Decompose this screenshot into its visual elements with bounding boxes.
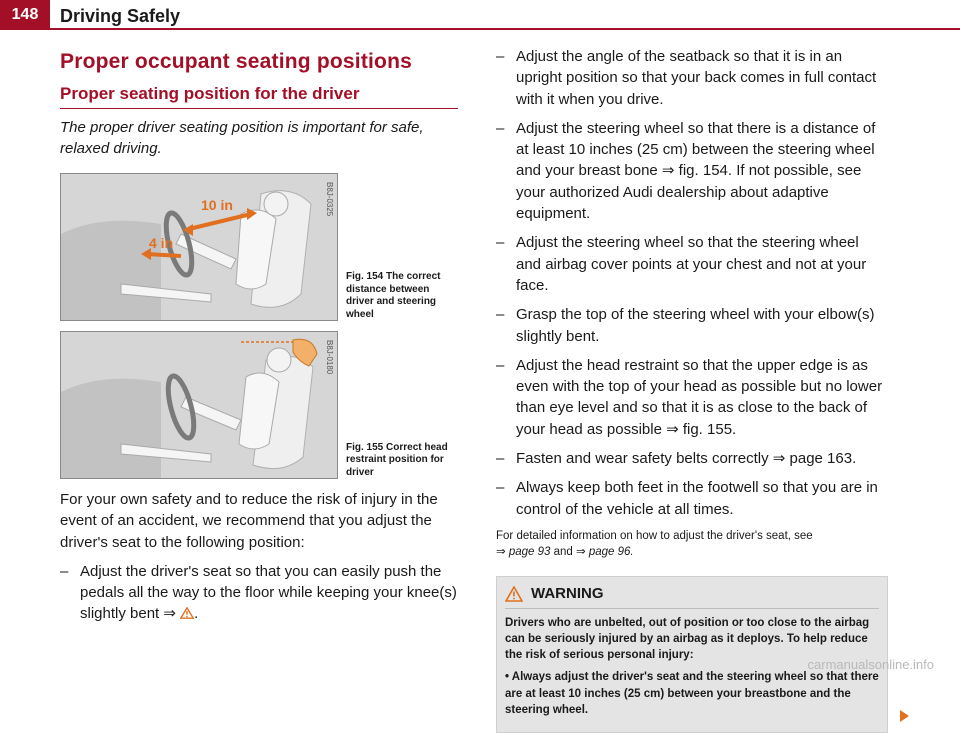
figure-154-caption: Fig. 154 The correct distance between driver and steering wheel	[346, 271, 441, 320]
warning-box	[496, 576, 888, 733]
list-item: – Adjust the steering wheel so that there is a distance of at least 10 inches (25 cm) between the steering wheel and your breast bone ⇒ fig. 154. If not possible, see your authorized Audi dealership about adaptive equipment.	[496, 118, 886, 224]
list-item: – Fasten and wear safety belts correctly ⇒ page 163.	[496, 448, 886, 469]
right-column	[496, 46, 886, 733]
figure-154-image	[60, 173, 338, 321]
subsection-title: Proper seating position for the driver	[60, 84, 458, 109]
left-column	[60, 50, 458, 633]
list-item: – Grasp the top of the steering wheel with your elbow(s) slightly bent.	[496, 304, 886, 347]
figure-154-code: B8J-0325	[325, 182, 334, 217]
list-item: – Adjust the driver's seat so that you can easily push the pedals all the way to the floor while keeping your knee(s) slightly bent ⇒ .	[60, 561, 458, 625]
label-4in: 4 in	[149, 235, 174, 251]
figure-155-caption: Fig. 155 Correct head restraint position for driver	[346, 441, 448, 478]
head-restraint-illustration	[61, 332, 337, 478]
figure-155-code: B8J-0180	[325, 340, 334, 375]
left-paragraph: For your own safety and to reduce the risk of injury in the event of an accident, we recommend that you adjust the driver's seat to the following position:	[60, 491, 438, 551]
continue-arrow-icon	[900, 710, 909, 722]
page-number-badge: 148	[0, 0, 50, 30]
warning-triangle-icon	[505, 586, 523, 602]
seat-adjust-note: For detailed information on how to adjust the driver's seat, see ⇒ page 93 and ⇒ page 96.	[496, 529, 813, 559]
intro-text: The proper driver seating position is important for safe, relaxed driving.	[60, 119, 424, 157]
list-item: – Adjust the angle of the seatback so that it is in an upright position so that your back comes in full contact with it when you drive.	[496, 46, 886, 110]
header-rule	[50, 28, 960, 30]
list-item: – Always keep both feet in the footwell so that you are in control of the vehicle at all times.	[496, 477, 886, 520]
right-list	[496, 46, 886, 520]
watermark: carmanualsonline.info	[807, 657, 934, 672]
page-ref-96[interactable]: ⇒ page 96.	[576, 546, 634, 559]
driver-distance-illustration	[61, 174, 337, 320]
list-item: – Adjust the head restraint so that the upper edge is as even with the top of your head as possible but no lower than eye level and so that it is as close to the back of your head as possible ⇒ fig. 155.	[496, 355, 886, 440]
warning-triangle-icon	[180, 607, 194, 619]
page-ref-93[interactable]: ⇒ page 93	[496, 546, 551, 559]
figure-154	[60, 173, 458, 321]
figure-155	[60, 331, 458, 479]
warning-label: WARNING	[531, 585, 604, 603]
label-10in: 10 in	[201, 197, 233, 213]
warning-paragraph: Drivers who are unbelted, out of position or too close to the airbag can be seriously injured by an airbag as it deploys. To help reduce the risk of serious personal injury:	[505, 617, 870, 662]
list-item: – Adjust the steering wheel so that the steering wheel and airbag cover points at your chest and not at your face.	[496, 232, 886, 296]
section-title: Proper occupant seating positions	[60, 50, 412, 73]
warning-bullet: • Always adjust the driver's seat and the steering wheel so that there are at least 10 inches (25 cm) between your breastbone and the steering wheel.	[505, 671, 879, 716]
left-list	[60, 561, 458, 625]
warning-header	[505, 585, 879, 609]
page-header-title: Driving Safely	[60, 6, 181, 26]
figure-155-image	[60, 331, 338, 479]
